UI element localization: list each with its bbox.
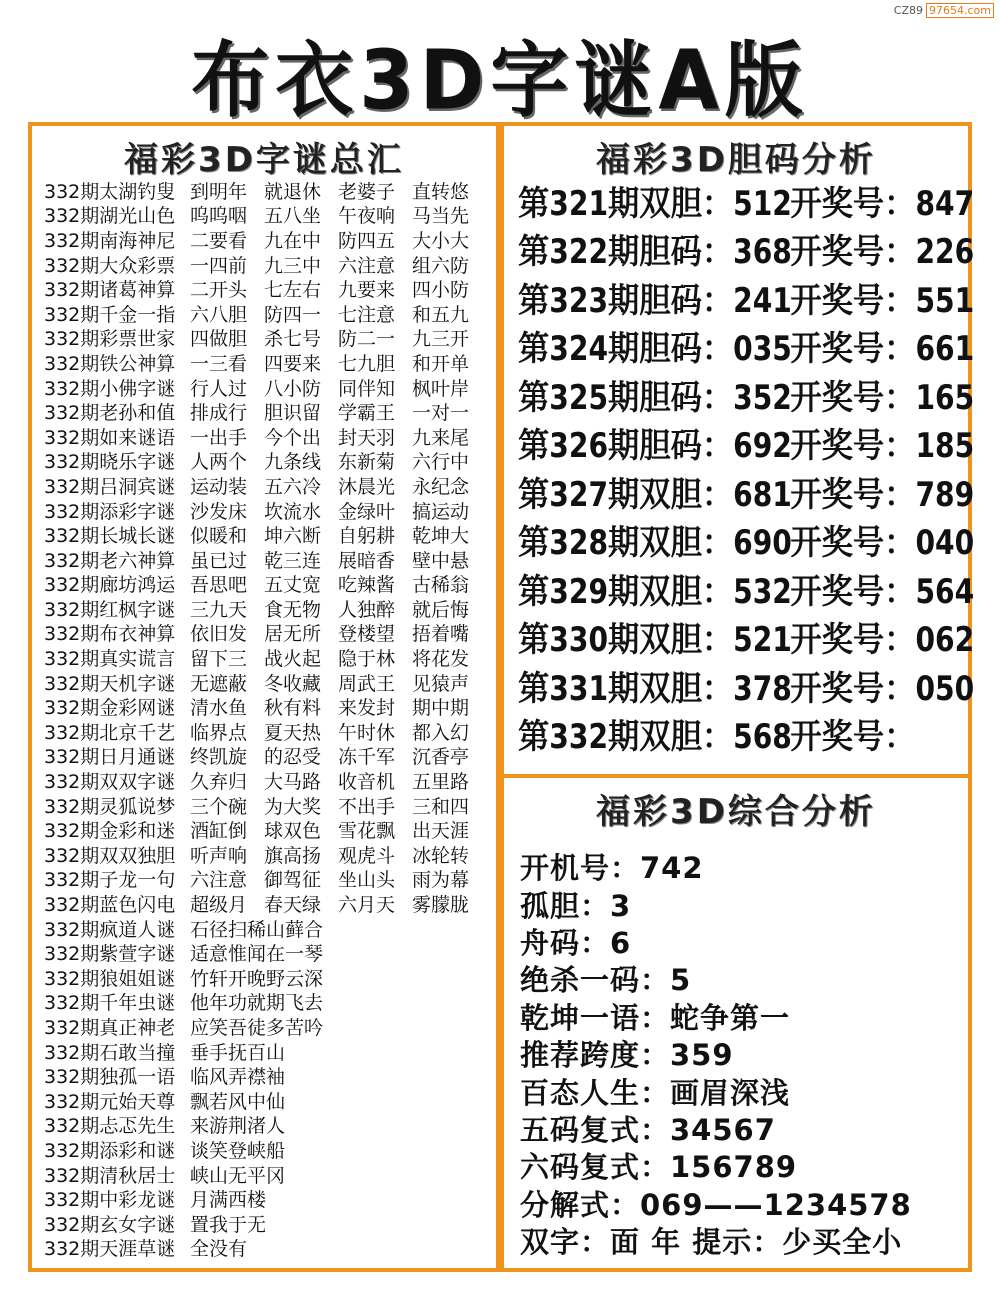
riddle-row: [44, 326, 494, 351]
riddle-text: 超级月: [190, 894, 248, 917]
riddle-text: 周武王: [338, 672, 396, 695]
riddle-text: 终凯旋: [190, 746, 248, 769]
riddle-text: 防二一: [338, 328, 396, 351]
riddle-text: 一出手: [190, 426, 248, 449]
riddle-source: 332期蓝色闪电: [44, 894, 176, 917]
riddle-text: 临风弄襟袖: [190, 1066, 286, 1089]
riddle-text: 杀七号: [264, 328, 322, 351]
riddle-text: 排成行: [190, 402, 248, 425]
riddle-text: 观虎斗: [338, 844, 396, 867]
dan-row: [518, 661, 975, 710]
summary-row: 孤胆：3: [520, 888, 632, 923]
riddle-source: 332期大众彩票: [44, 254, 176, 277]
riddle-text: 和五九: [412, 303, 470, 326]
summary-row: 舟码：6: [520, 925, 632, 960]
riddle-text: 似暖和: [190, 525, 248, 548]
riddle-row: [44, 719, 494, 744]
riddle-row: [44, 227, 494, 252]
riddle-text: 冻千军: [338, 746, 396, 769]
riddle-text: 的忍受: [264, 746, 322, 769]
riddle-text: 虽已过: [190, 549, 248, 572]
riddle-row: [44, 596, 494, 621]
riddle-text: 秋有料: [264, 697, 322, 720]
riddle-text: 吾思吧: [190, 574, 248, 597]
riddle-text: 来游荆渚人: [190, 1115, 286, 1138]
riddle-source: 332期真正神老: [44, 1016, 176, 1039]
riddle-source: 332期双双字谜: [44, 771, 176, 794]
riddle-source: 332期红枫字谜: [44, 598, 176, 621]
riddle-source: 332期疯道人谜: [44, 918, 176, 941]
riddle-summary-title: 福彩3D字谜总汇: [124, 140, 404, 180]
riddle-row: [44, 1137, 494, 1162]
riddle-row: [44, 1063, 494, 1088]
riddle-text: 就退休: [264, 180, 322, 203]
riddle-text: 大小大: [412, 229, 470, 252]
riddle-text: 月满西楼: [190, 1189, 267, 1212]
summary-row: 分解式：069——1234578: [520, 1187, 912, 1222]
riddle-text: 今个出: [264, 426, 322, 449]
riddle-text: 五里路: [412, 771, 470, 794]
riddle-source: 332期诸葛神算: [44, 279, 176, 302]
dan-pick: 第323期胆码：241: [518, 280, 792, 321]
dan-pick: 第329期双胆：532: [518, 571, 792, 612]
dan-row: [518, 273, 975, 322]
riddle-text: 吃辣酱: [338, 574, 396, 597]
draw-result: 开奖号：551: [790, 280, 975, 321]
dan-row: [518, 710, 932, 759]
riddle-row: [44, 670, 494, 695]
dan-row: [518, 467, 975, 516]
riddle-text: 五八坐: [264, 205, 322, 228]
dan-row: [518, 419, 975, 468]
dan-pick: 第325期胆码：352: [518, 377, 792, 418]
dan-analysis-panel: [500, 122, 975, 778]
riddle-row: [44, 940, 494, 965]
riddle-source: 332期子龙一句: [44, 869, 176, 892]
riddle-source: 332期南海神尼: [44, 229, 176, 252]
dan-pick: 第328期双胆：690: [518, 523, 792, 564]
riddle-source: 332期吕洞宾谜: [44, 475, 176, 498]
riddle-text: 人两个: [190, 451, 248, 474]
riddle-row: [44, 449, 494, 474]
riddle-row: [44, 1113, 494, 1138]
riddle-row: [44, 399, 494, 424]
dan-pick: 第322期胆码：368: [518, 232, 792, 273]
riddle-text: 适意惟闻在一琴: [190, 943, 324, 966]
riddle-text: 四做胆: [190, 328, 248, 351]
draw-result: 开奖号：226: [790, 232, 975, 273]
riddle-source: 332期老孙和值: [44, 402, 176, 425]
riddle-text: 就后悔: [412, 598, 470, 621]
riddle-text: 封天羽: [338, 426, 396, 449]
riddle-text: 八小防: [264, 377, 322, 400]
riddle-source: 332期紫萱字谜: [44, 943, 176, 966]
riddle-row: [44, 1236, 494, 1261]
summary-row: 开机号：742: [520, 851, 704, 886]
riddle-source: 332期铁公神算: [44, 352, 176, 375]
riddle-source: 332期老六神算: [44, 549, 176, 572]
riddle-source: 332期石敢当撞: [44, 1041, 176, 1064]
riddle-text: 为大奖: [264, 795, 322, 818]
riddle-text: 防四一: [264, 303, 322, 326]
riddle-text: 自躬耕: [338, 525, 396, 548]
riddle-source: 332期晓乐字谜: [44, 451, 176, 474]
riddle-text: 冬收藏: [264, 672, 322, 695]
riddle-source: 332期北京千艺: [44, 721, 176, 744]
watermark-site: 97654.com: [926, 3, 994, 18]
riddle-row: [44, 744, 494, 769]
riddle-text: 捂着嘴: [412, 623, 470, 646]
riddle-text: 五丈宽: [264, 574, 322, 597]
riddle-text: 午时休: [338, 721, 396, 744]
riddle-text: 临界点: [190, 721, 248, 744]
riddle-row: [44, 817, 494, 842]
riddle-row: [44, 252, 494, 277]
riddle-source: 332期日月通谜: [44, 746, 176, 769]
riddle-source: 332期太湖钓叟: [44, 180, 176, 203]
riddle-text: 收音机: [338, 771, 396, 794]
riddle-text: 金绿叶: [338, 500, 396, 523]
riddle-text: 坎流水: [264, 500, 322, 523]
riddle-text: 沉香亭: [412, 746, 470, 769]
riddle-text: 都入幻: [412, 721, 470, 744]
riddle-row: [44, 1088, 494, 1113]
draw-result: 开奖号：062: [790, 620, 975, 661]
riddle-text: 九来尾: [412, 426, 470, 449]
riddle-text: 一三看: [190, 352, 248, 375]
riddle-text: 九条线: [264, 451, 322, 474]
riddle-source: 332期千金一指: [44, 303, 176, 326]
riddle-text: 春天绿: [264, 894, 322, 917]
riddle-text: 夏天热: [264, 721, 322, 744]
overall-analysis-title: 福彩3D综合分析: [596, 792, 876, 832]
riddle-source: 332期中彩龙谜: [44, 1189, 176, 1212]
summary-row: 双字：面 年 提示：少买全小: [520, 1225, 903, 1260]
dan-pick: 第326期胆码：692: [518, 426, 792, 467]
riddle-text: 东新菊: [338, 451, 396, 474]
riddle-row: [44, 1039, 494, 1064]
draw-result: 开奖号：: [790, 717, 916, 758]
riddle-text: 六八胆: [190, 303, 248, 326]
summary-row: 乾坤一语：蛇争第一: [520, 1000, 791, 1035]
riddle-source: 332期湖光山色: [44, 205, 176, 228]
riddle-source: 332期小佛字谜: [44, 377, 176, 400]
riddle-source: 332期真实谎言: [44, 648, 176, 671]
riddle-text: 沐晨光: [338, 475, 396, 498]
riddle-text: 谈笑登峡船: [190, 1139, 286, 1162]
riddle-text: 雪花飘: [338, 820, 396, 843]
riddle-source: 332期忐忑先生: [44, 1115, 176, 1138]
riddle-row: [44, 990, 494, 1015]
riddle-text: 竹轩开晚野云深: [190, 967, 324, 990]
riddle-text: 他年功就期飞去: [190, 992, 324, 1015]
riddle-text: 应笑吾徒多苦吟: [190, 1016, 324, 1039]
riddle-row: [44, 498, 494, 523]
dan-row: [518, 613, 975, 662]
riddle-source: 332期元始天尊: [44, 1090, 176, 1113]
riddle-text: 垂手抚百山: [190, 1041, 286, 1064]
dan-analysis-title: 福彩3D胆码分析: [596, 140, 876, 180]
riddle-source: 332期天涯草谜: [44, 1238, 176, 1261]
dan-row: [518, 322, 975, 371]
riddle-row: [44, 301, 494, 326]
riddle-text: 马当先: [412, 205, 470, 228]
riddle-text: 沙发床: [190, 500, 248, 523]
riddle-text: 人独醉: [338, 598, 396, 621]
riddle-row: [44, 965, 494, 990]
riddle-row: [44, 891, 494, 916]
riddle-row: [44, 1014, 494, 1039]
riddle-row: [44, 572, 494, 597]
riddle-text: 居无所: [264, 623, 322, 646]
riddle-text: 古稀翁: [412, 574, 470, 597]
riddle-text: 大马路: [264, 771, 322, 794]
riddle-text: 九在中: [264, 229, 322, 252]
draw-result: 开奖号：040: [790, 523, 975, 564]
riddle-source: 332期彩票世家: [44, 328, 176, 351]
draw-result: 开奖号：185: [790, 426, 975, 467]
riddle-source: 332期灵狐说梦: [44, 795, 176, 818]
riddle-text: 酒缸倒: [190, 820, 248, 843]
riddle-text: 九三中: [264, 254, 322, 277]
summary-row: 五码复式：34567: [520, 1112, 776, 1147]
riddle-row: [44, 916, 494, 941]
dan-row: [518, 564, 975, 613]
riddle-source: 332期千年虫谜: [44, 992, 176, 1015]
riddle-row: [44, 473, 494, 498]
riddle-row: [44, 793, 494, 818]
riddle-text: 坐山头: [338, 869, 396, 892]
riddle-text: 老婆子: [338, 180, 396, 203]
draw-result: 开奖号：165: [790, 377, 975, 418]
riddle-source: 332期双双独胆: [44, 844, 176, 867]
riddle-text: 九要来: [338, 279, 396, 302]
summary-row: 六码复式：156789: [520, 1150, 798, 1185]
riddle-text: 运动装: [190, 475, 248, 498]
dan-pick: 第321期双胆：512: [518, 183, 792, 224]
riddle-row: [44, 645, 494, 670]
riddle-row: [44, 1186, 494, 1211]
riddle-text: 将花发: [412, 648, 470, 671]
dan-pick: 第330期双胆：521: [518, 620, 792, 661]
riddle-text: 永纪念: [412, 475, 470, 498]
riddle-text: 峡山无平冈: [190, 1164, 286, 1187]
riddle-text: 冰轮转: [412, 844, 470, 867]
riddle-text: 全没有: [190, 1238, 248, 1261]
riddle-row: [44, 1211, 494, 1236]
riddle-text: 石径扫稀山藓合: [190, 918, 324, 941]
riddle-list: [44, 178, 494, 1260]
riddle-row: [44, 522, 494, 547]
riddle-text: 来发封: [338, 697, 396, 720]
riddle-row: [44, 424, 494, 449]
riddle-text: 一四前: [190, 254, 248, 277]
overall-analysis-panel: [500, 774, 972, 1272]
riddle-source: 332期添彩字谜: [44, 500, 176, 523]
riddle-text: 登楼望: [338, 623, 396, 646]
riddle-source: 332期添彩和谜: [44, 1139, 176, 1162]
riddle-text: 六行中: [412, 451, 470, 474]
riddle-row: [44, 350, 494, 375]
riddle-text: 依旧发: [190, 623, 248, 646]
dan-list: [518, 176, 975, 758]
riddle-text: 乾三连: [264, 549, 322, 572]
riddle-source: 332期布衣神算: [44, 623, 176, 646]
riddle-text: 学霸王: [338, 402, 396, 425]
riddle-text: 隐于林: [338, 648, 396, 671]
dan-row: [518, 516, 975, 565]
riddle-text: 九三开: [412, 328, 470, 351]
riddle-text: 雾朦胧: [412, 894, 470, 917]
riddle-text: 清水鱼: [190, 697, 248, 720]
riddle-text: 呜呜咽: [190, 205, 248, 228]
riddle-summary-panel: [28, 122, 500, 1272]
riddle-text: 雨为幕: [412, 869, 470, 892]
riddle-text: 见猿声: [412, 672, 470, 695]
dan-row: [518, 225, 975, 274]
dan-pick: 第332期双胆：568: [518, 717, 792, 758]
riddle-text: 直转悠: [412, 180, 470, 203]
riddle-text: 胆识留: [264, 402, 322, 425]
riddle-text: 六月天: [338, 894, 396, 917]
draw-result: 开奖号：564: [790, 571, 975, 612]
riddle-row: [44, 621, 494, 646]
riddle-source: 332期金彩和迷: [44, 820, 176, 843]
riddle-text: 壁中悬: [412, 549, 470, 572]
draw-result: 开奖号：789: [790, 474, 975, 515]
dan-pick: 第331期双胆：378: [518, 668, 792, 709]
riddle-source: 332期清秋居士: [44, 1164, 176, 1187]
riddle-text: 听声响: [190, 844, 248, 867]
riddle-text: 和开单: [412, 352, 470, 375]
riddle-text: 同伴知: [338, 377, 396, 400]
riddle-text: 乾坤大: [412, 525, 470, 548]
riddle-row: [44, 375, 494, 400]
dan-row: [518, 176, 975, 225]
draw-result: 开奖号：050: [790, 668, 975, 709]
dan-row: [518, 370, 975, 419]
riddle-source: 332期独孤一语: [44, 1066, 176, 1089]
summary-row: 百态人生：画眉深浅: [520, 1075, 791, 1110]
riddle-text: 战火起: [264, 648, 322, 671]
summary-list: [520, 848, 960, 1259]
summary-row: 绝杀一码：5: [520, 963, 692, 998]
riddle-text: 展暗香: [338, 549, 396, 572]
riddle-text: 旗高扬: [264, 844, 322, 867]
riddle-text: 出天涯: [412, 820, 470, 843]
riddle-text: 二要看: [190, 229, 248, 252]
riddle-text: 午夜响: [338, 205, 396, 228]
riddle-text: 飘若风中仙: [190, 1090, 286, 1113]
riddle-text: 期中期: [412, 697, 470, 720]
riddle-text: 六注意: [190, 869, 248, 892]
riddle-text: 御驾征: [264, 869, 322, 892]
riddle-row: [44, 768, 494, 793]
riddle-source: 332期天机字谜: [44, 672, 176, 695]
riddle-row: [44, 867, 494, 892]
riddle-row: [44, 547, 494, 572]
riddle-source: 332期廊坊鸿运: [44, 574, 176, 597]
riddle-text: 五六冷: [264, 475, 322, 498]
riddle-text: 置我于无: [190, 1213, 267, 1236]
riddle-text: 到明年: [190, 180, 248, 203]
riddle-text: 不出手: [338, 795, 396, 818]
riddle-text: 七九胆: [338, 352, 396, 375]
riddle-text: 一对一: [412, 402, 470, 425]
riddle-text: 球双色: [264, 820, 322, 843]
riddle-text: 三和四: [412, 795, 470, 818]
watermark-prefix: CZ89: [893, 4, 924, 17]
riddle-source: 332期长城长谜: [44, 525, 176, 548]
riddle-source: 332期玄女字谜: [44, 1213, 176, 1236]
summary-row: 推荐跨度：359: [520, 1038, 734, 1073]
riddle-row: [44, 842, 494, 867]
riddle-text: 食无物: [264, 598, 322, 621]
riddle-text: 留下三: [190, 648, 248, 671]
riddle-text: 七注意: [338, 303, 396, 326]
riddle-text: 六注意: [338, 254, 396, 277]
riddle-source: 332期金彩网谜: [44, 697, 176, 720]
riddle-text: 四小防: [412, 279, 470, 302]
page-title: 布衣3D字谜A版: [191, 34, 809, 129]
dan-pick: 第324期胆码：035: [518, 329, 792, 370]
riddle-row: [44, 276, 494, 301]
riddle-row: [44, 203, 494, 228]
riddle-row: [44, 694, 494, 719]
riddle-row: [44, 178, 494, 203]
riddle-row: [44, 1162, 494, 1187]
riddle-text: 七左右: [264, 279, 322, 302]
riddle-source: 332期狼姐姐谜: [44, 967, 176, 990]
riddle-text: 行人过: [190, 377, 248, 400]
riddle-source: 332期如来谜语: [44, 426, 176, 449]
riddle-text: 坤六断: [264, 525, 322, 548]
riddle-text: 四要来: [264, 352, 322, 375]
dan-pick: 第327期双胆：681: [518, 474, 792, 515]
riddle-text: 二开头: [190, 279, 248, 302]
riddle-text: 久弃归: [190, 771, 248, 794]
riddle-text: 防四五: [338, 229, 396, 252]
riddle-text: 三个碗: [190, 795, 248, 818]
riddle-text: 搞运动: [412, 500, 470, 523]
riddle-text: 组六防: [412, 254, 470, 277]
draw-result: 开奖号：661: [790, 329, 975, 370]
riddle-text: 无遮蔽: [190, 672, 248, 695]
riddle-text: 三九天: [190, 598, 248, 621]
draw-result: 开奖号：847: [790, 183, 975, 224]
riddle-text: 枫叶岸: [412, 377, 470, 400]
